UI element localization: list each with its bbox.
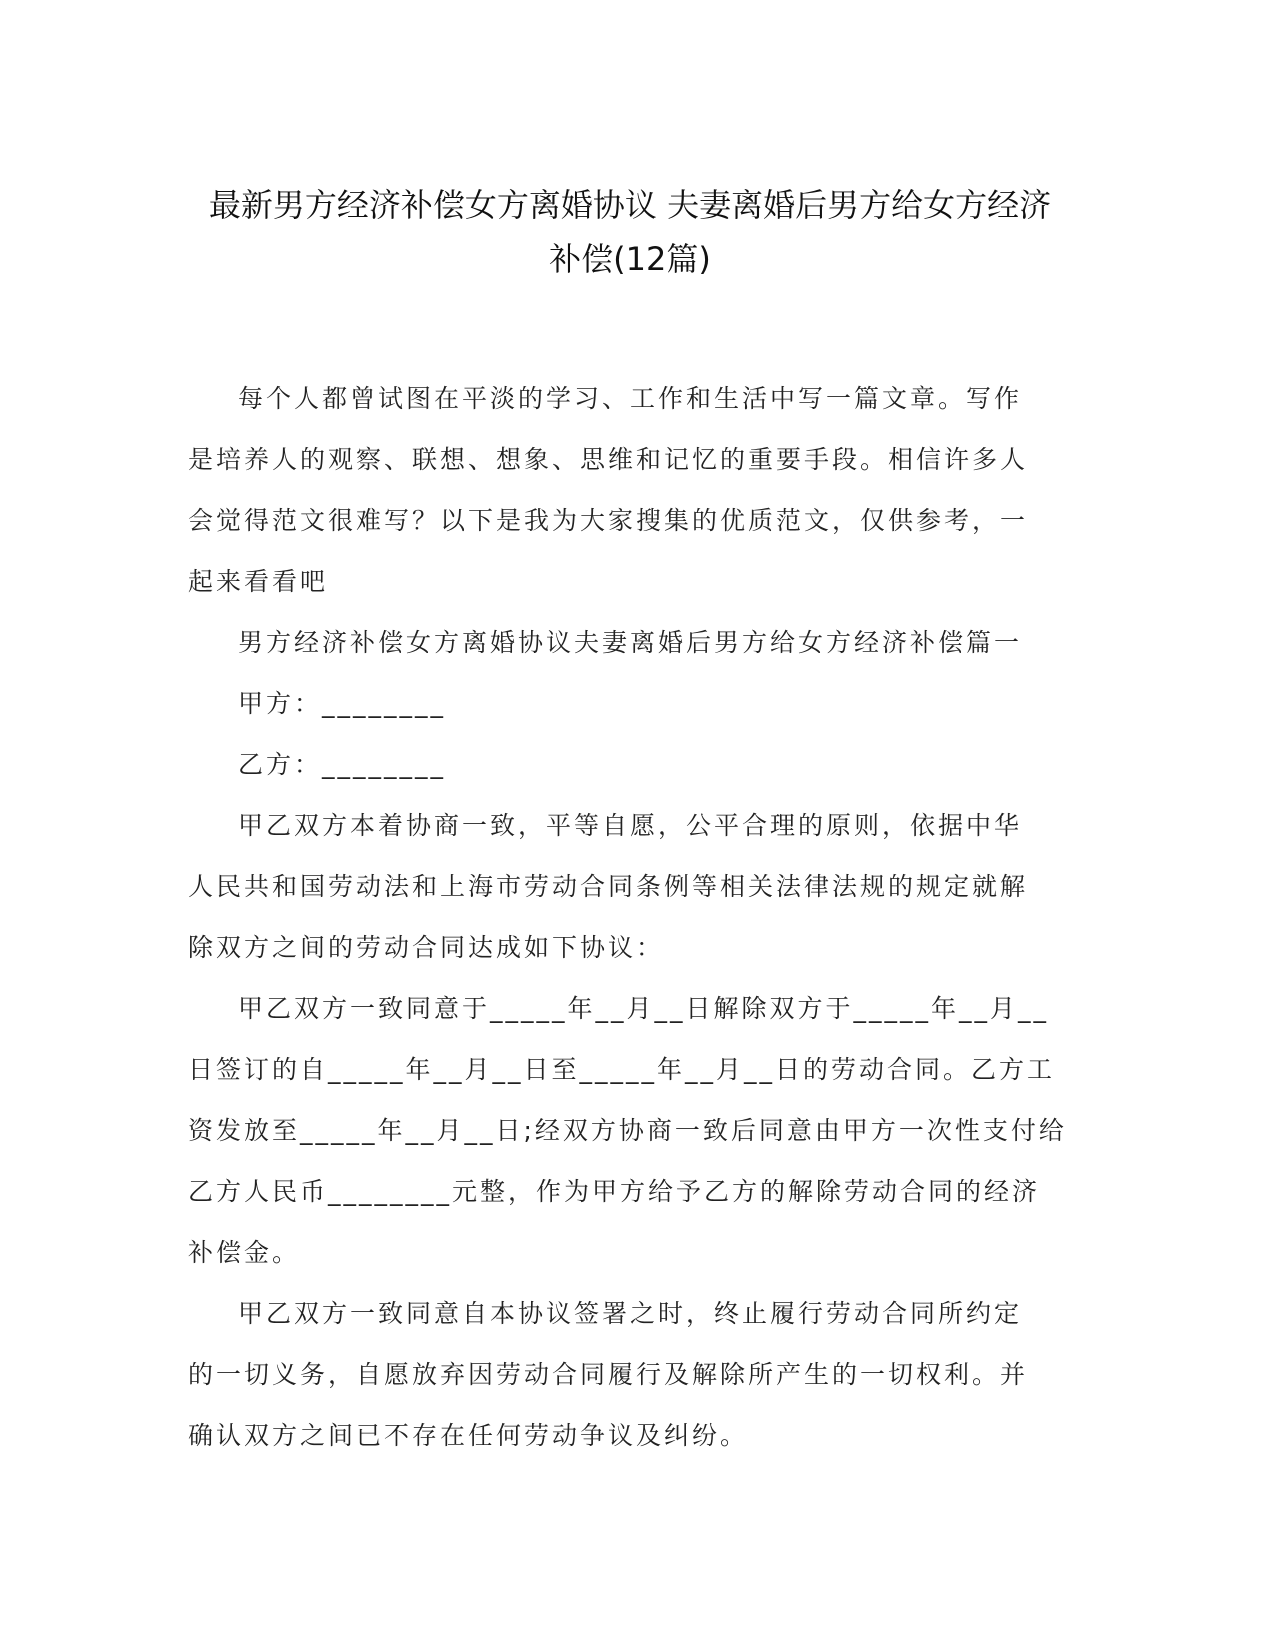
agreement-paragraph-3: [188, 1283, 1088, 1466]
agreement-paragraph-2: [188, 978, 1088, 1283]
intro-line-3: 会觉得范文很难写？以下是我为大家搜集的优质范文，仅供参考，一: [188, 506, 1029, 535]
para1-line-3: 除双方之间的劳动合同达成如下协议：: [188, 933, 665, 962]
document-body: [188, 368, 1088, 1466]
intro-line-2: 是培养人的观察、联想、想象、思维和记忆的重要手段。相信许多人: [188, 445, 1029, 474]
para3-line-1: 甲乙双方一致同意自本协议签署之时，终止履行劳动合同所约定: [238, 1299, 1023, 1328]
section-heading: 男方经济补偿女方离婚协议夫妻离婚后男方给女方经济补偿篇一: [238, 628, 1023, 657]
intro-line-4: 起来看看吧: [188, 567, 329, 596]
para2-line-3: 资发放至_____年__月__日;经双方协商一致后同意由甲方一次性支付给: [188, 1116, 1067, 1145]
para3-line-3: 确认双方之间已不存在任何劳动争议及纠纷。: [188, 1421, 749, 1450]
title-line-1: 最新男方经济补偿女方离婚协议 夫妻离婚后男方给女方经济: [208, 186, 1052, 224]
para2-line-1: 甲乙双方一致同意于_____年__月__日解除双方于_____年__月__: [238, 994, 1050, 1023]
document-title: [180, 178, 1080, 286]
party-a-line: 甲方：________: [238, 689, 447, 718]
para2-line-4: 乙方人民币________元整，作为甲方给予乙方的解除劳动合同的经济: [188, 1177, 1041, 1206]
title-line-2: 补偿(12篇): [549, 240, 711, 278]
para2-line-5: 补偿金。: [188, 1238, 301, 1267]
para1-line-1: 甲乙双方本着协商一致，平等自愿，公平合理的原则，依据中华: [238, 811, 1023, 840]
intro-line-1: 每个人都曾试图在平淡的学习、工作和生活中写一篇文章。写作: [238, 384, 1023, 413]
para3-line-2: 的一切义务，自愿放弃因劳动合同履行及解除所产生的一切权利。并: [188, 1360, 1029, 1389]
intro-paragraph: [188, 368, 1088, 612]
para1-line-2: 人民共和国劳动法和上海市劳动合同条例等相关法律法规的规定就解: [188, 872, 1029, 901]
agreement-paragraph-1: [188, 795, 1088, 978]
para2-line-2: 日签订的自_____年__月__日至_____年__月__日的劳动合同。乙方工: [188, 1055, 1056, 1084]
party-b-line: 乙方：________: [238, 750, 447, 779]
